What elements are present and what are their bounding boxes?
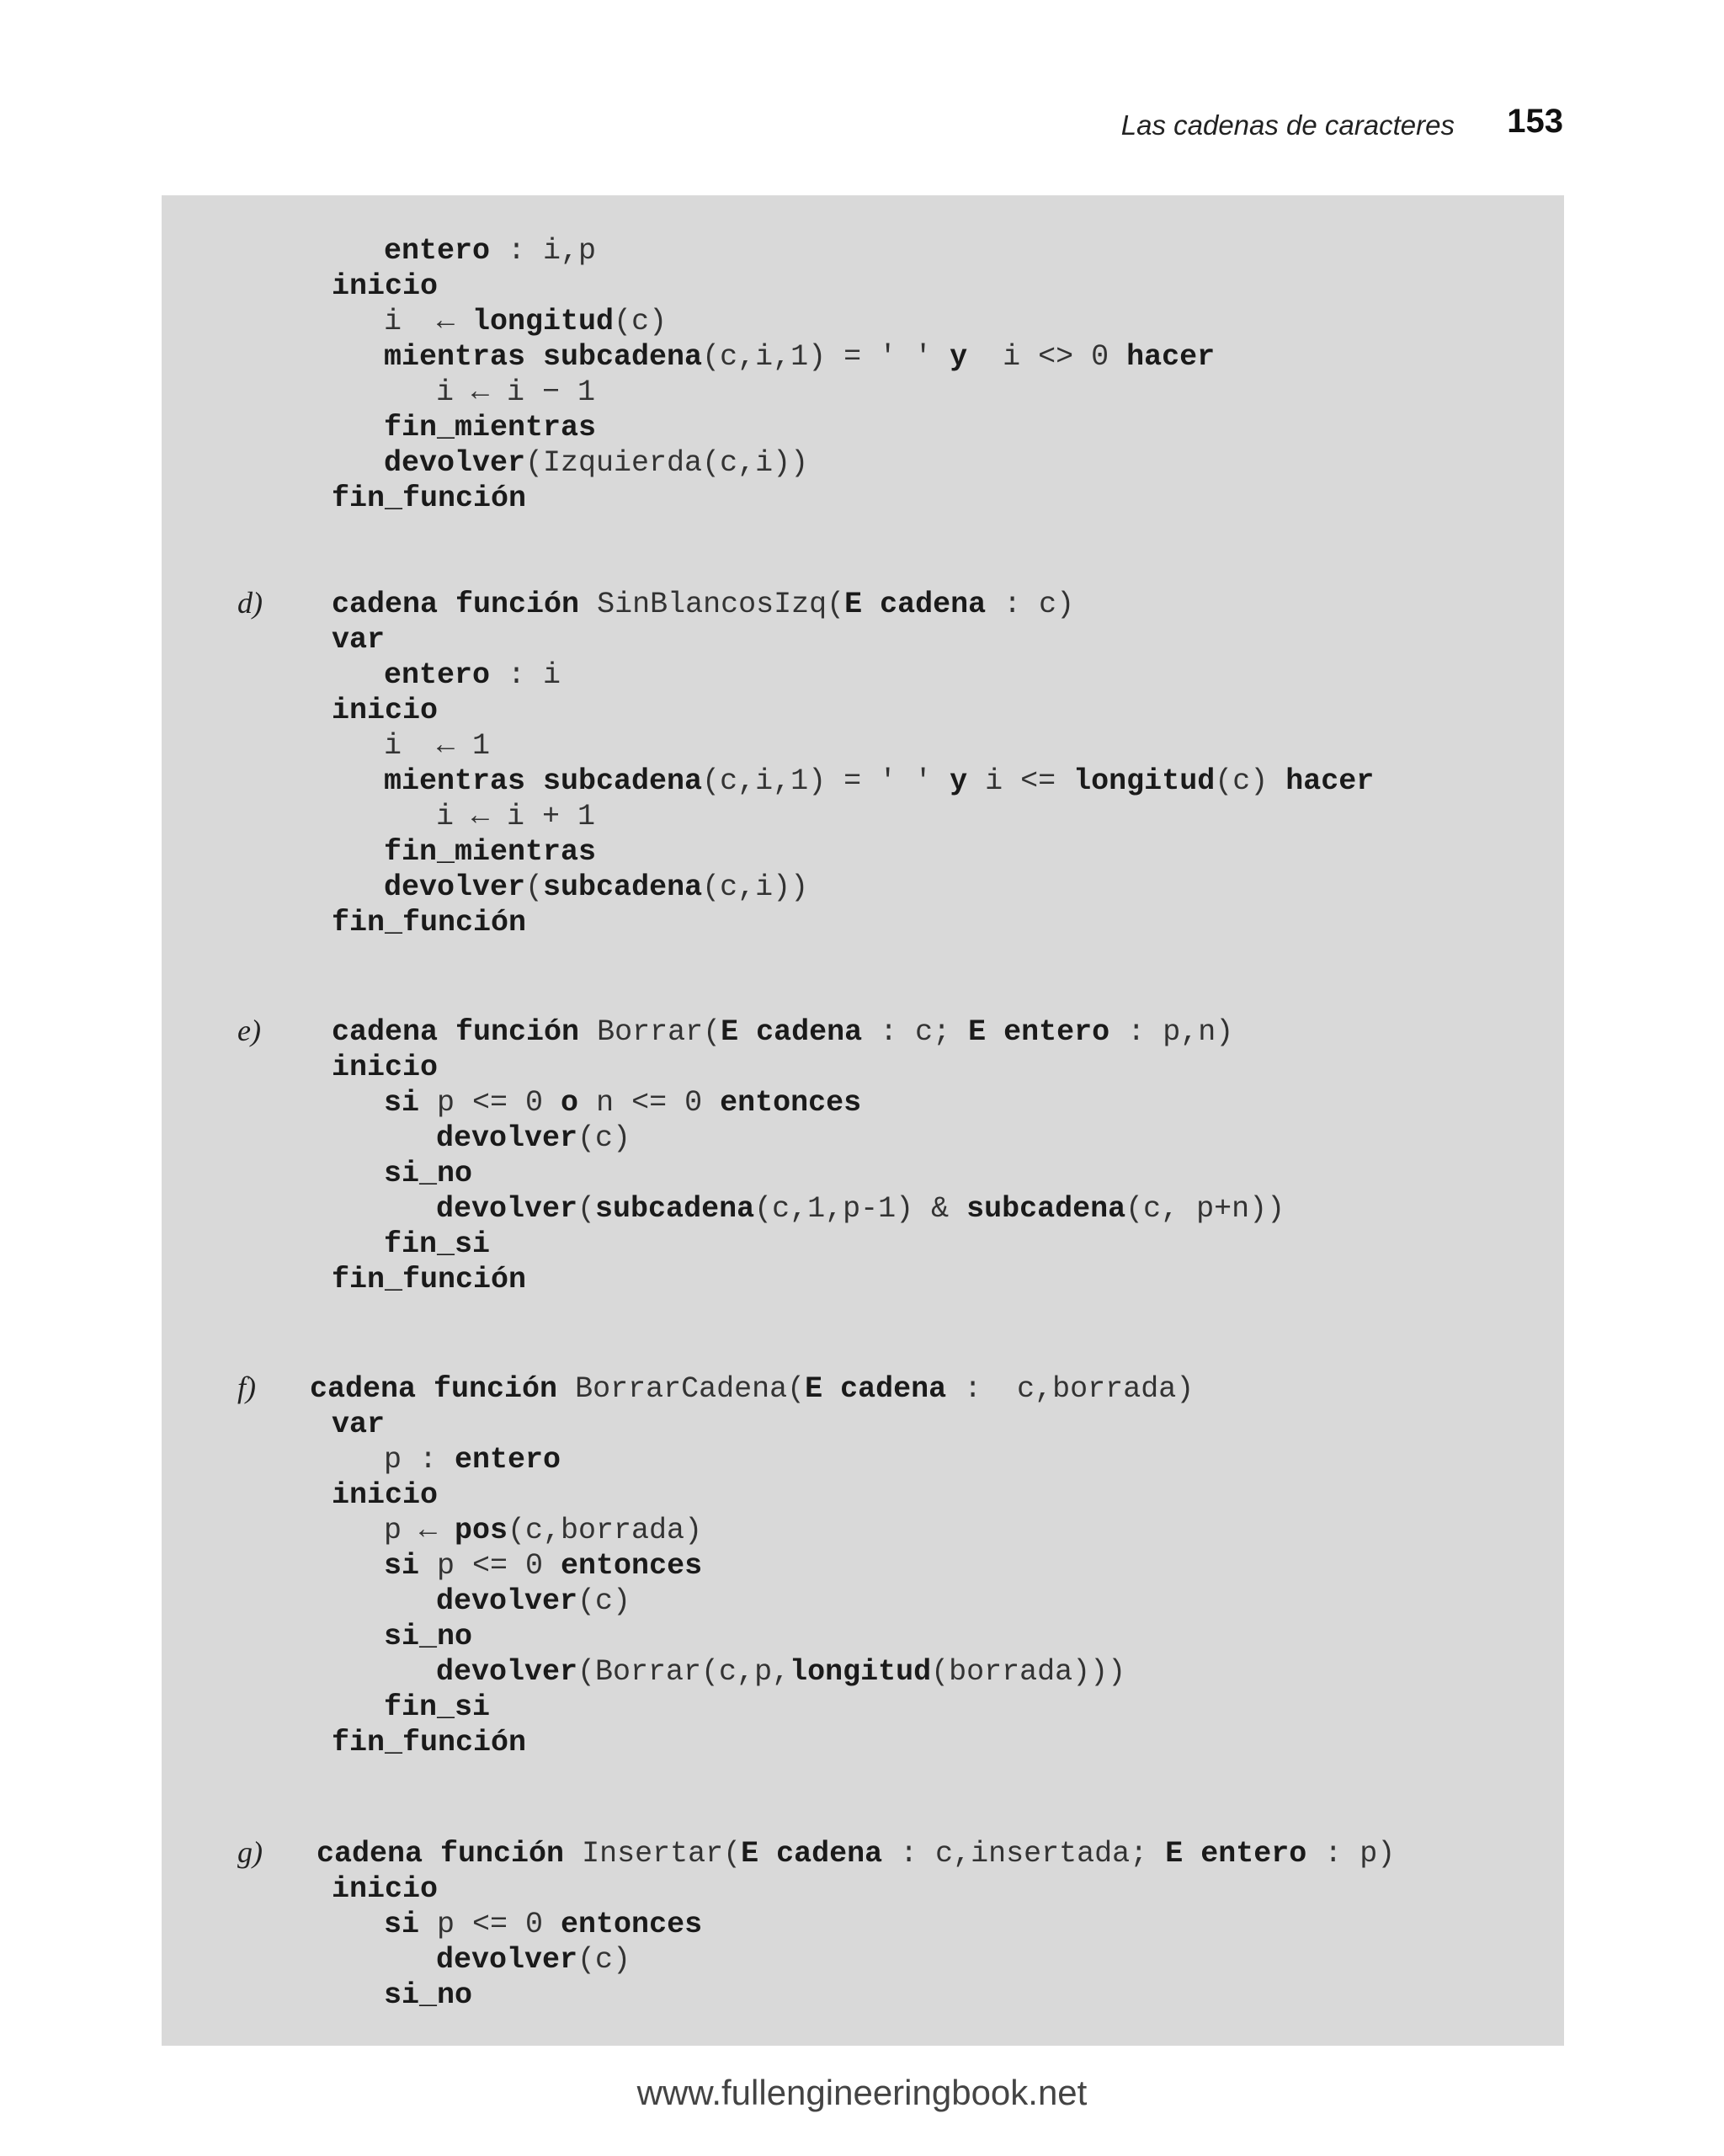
code-keyword: mientras subcadena: [384, 764, 703, 798]
code-keyword: hacer: [1285, 764, 1375, 798]
code-line: [384, 1443, 561, 1477]
code-line: [384, 658, 561, 692]
code-line: [436, 1192, 1285, 1226]
code-text: p <= 0: [419, 1549, 561, 1583]
code-line: [384, 446, 808, 480]
code-keyword: fin_si: [384, 1227, 491, 1261]
code-keyword: E cadena: [844, 588, 987, 621]
code-keyword: cadena función: [310, 1372, 558, 1406]
code-line: [384, 411, 596, 445]
code-text: (c): [1215, 764, 1286, 798]
code-line: [384, 1157, 472, 1190]
code-text: : c,borrada): [946, 1372, 1195, 1406]
code-keyword: E cadena: [741, 1837, 883, 1871]
code-line: [332, 1872, 438, 1906]
code-text: (borrada))): [931, 1655, 1126, 1689]
code-keyword: devolver: [436, 1121, 578, 1155]
code-keyword: entonces: [720, 1086, 862, 1120]
code-keyword: entero: [384, 234, 491, 268]
code-keyword: devolver: [436, 1943, 578, 1977]
code-text: p <= 0: [419, 1908, 561, 1941]
code-keyword: devolver: [384, 446, 526, 480]
code-line: [436, 375, 595, 409]
code-keyword: longitud: [1073, 764, 1216, 798]
code-text: (c,i,1) = ' ': [702, 764, 950, 798]
code-text: SinBlancosIzq(: [579, 588, 845, 621]
code-line: [332, 1726, 526, 1759]
code-keyword: si_no: [384, 1157, 473, 1190]
code-text: : p): [1306, 1837, 1396, 1871]
code-keyword: devolver: [436, 1584, 578, 1618]
code-keyword: entonces: [561, 1549, 703, 1583]
code-listing: [162, 195, 1564, 2046]
code-keyword: y: [950, 340, 968, 374]
code-keyword: cadena función: [317, 1837, 565, 1871]
code-line: [384, 234, 596, 268]
code-keyword: cadena función: [332, 1015, 580, 1049]
code-line: [332, 623, 385, 657]
code-text: i <> 0: [967, 340, 1127, 374]
code-text: (: [525, 870, 544, 904]
code-keyword: y: [950, 764, 968, 798]
code-text: : p,n): [1109, 1015, 1234, 1049]
code-keyword: E cadena: [805, 1372, 947, 1406]
code-line: [384, 1978, 472, 2012]
code-keyword: o: [561, 1086, 579, 1120]
code-line: [384, 1086, 861, 1120]
code-line: [332, 694, 438, 727]
code-keyword: fin_mientras: [384, 411, 597, 445]
code-text: (: [577, 1192, 596, 1226]
code-line: [436, 1655, 1125, 1689]
code-line: [384, 1620, 472, 1653]
code-keyword: var: [332, 623, 386, 657]
code-text: n <= 0: [578, 1086, 721, 1120]
code-text: (c): [577, 1943, 631, 1977]
code-keyword: longitud: [472, 305, 615, 338]
code-keyword: fin_mientras: [384, 835, 597, 869]
code-text: : c;: [862, 1015, 969, 1049]
code-keyword: fin_función: [332, 1263, 527, 1296]
code-text: (c): [614, 305, 668, 338]
code-text: i ← 1: [384, 729, 491, 763]
item-label-g: g): [237, 1835, 263, 1869]
code-text: (Borrar(c,p,: [577, 1655, 790, 1689]
code-keyword: E cadena: [721, 1015, 863, 1049]
code-keyword: cadena función: [332, 588, 580, 621]
code-keyword: inicio: [332, 269, 439, 303]
code-keyword: inicio: [332, 1478, 439, 1512]
code-text: (Izquierda(c,i)): [525, 446, 809, 480]
code-text: p <= 0: [419, 1086, 561, 1120]
code-line: [332, 1408, 385, 1441]
code-text: Borrar(: [579, 1015, 721, 1049]
code-text: p ←: [384, 1514, 455, 1547]
code-keyword: devolver: [436, 1655, 578, 1689]
code-line: [384, 305, 667, 338]
code-keyword: si_no: [384, 1620, 473, 1653]
code-keyword: fin_función: [332, 482, 527, 515]
code-line: [384, 1227, 490, 1261]
code-line: [384, 870, 808, 904]
code-keyword: entonces: [561, 1908, 703, 1941]
code-text: (c,borrada): [508, 1514, 703, 1547]
code-text: Insertar(: [564, 1837, 742, 1871]
code-line: [436, 1584, 631, 1618]
code-keyword: hacer: [1126, 340, 1216, 374]
code-keyword: inicio: [332, 1051, 439, 1084]
code-keyword: devolver: [436, 1192, 578, 1226]
page-number: 153: [1507, 103, 1563, 140]
code-text: i ← i + 1: [436, 800, 596, 833]
code-line: [384, 340, 1215, 374]
code-line: [310, 1372, 1194, 1406]
code-line: [436, 1943, 631, 1977]
code-text: (c,i,1) = ' ': [702, 340, 950, 374]
code-line: [384, 835, 596, 869]
code-keyword: E entero: [1165, 1837, 1307, 1871]
code-line: [384, 1690, 490, 1724]
code-line: [332, 269, 438, 303]
code-line: [384, 764, 1374, 798]
code-keyword: si: [384, 1908, 420, 1941]
code-keyword: fin_si: [384, 1690, 491, 1724]
code-keyword: mientras subcadena: [384, 340, 703, 374]
code-text: (c,i)): [702, 870, 809, 904]
code-keyword: subcadena: [543, 870, 703, 904]
running-title: Las cadenas de caracteres: [1120, 109, 1455, 141]
code-keyword: si: [384, 1549, 420, 1583]
code-keyword: devolver: [384, 870, 526, 904]
code-line: [384, 1549, 702, 1583]
code-keyword: E entero: [968, 1015, 1110, 1049]
code-line: [317, 1837, 1395, 1871]
code-text: : i: [490, 658, 561, 692]
code-text: BorrarCadena(: [557, 1372, 806, 1406]
code-line: [332, 588, 1074, 621]
code-keyword: inicio: [332, 1872, 439, 1906]
code-keyword: var: [332, 1408, 386, 1441]
footer-url: www.fullengineeringbook.net: [636, 2073, 1088, 2112]
code-text: (c, p+n)): [1125, 1192, 1285, 1226]
code-keyword: si_no: [384, 1978, 473, 2012]
code-line: [436, 800, 595, 833]
code-line: [384, 1514, 702, 1547]
code-line: [384, 729, 490, 763]
item-label-e: e): [237, 1014, 261, 1047]
code-text: : c,insertada;: [882, 1837, 1166, 1871]
code-keyword: subcadena: [966, 1192, 1126, 1226]
code-text: : c): [986, 588, 1075, 621]
code-keyword: fin_función: [332, 1726, 527, 1759]
item-label-d: d): [237, 586, 263, 620]
code-line: [332, 482, 526, 515]
code-keyword: inicio: [332, 694, 439, 727]
code-line: [332, 1263, 526, 1296]
code-keyword: subcadena: [595, 1192, 755, 1226]
code-text: (c): [577, 1584, 631, 1618]
code-line: [332, 1051, 438, 1084]
code-keyword: entero: [384, 658, 491, 692]
code-keyword: longitud: [790, 1655, 932, 1689]
code-text: : i,p: [490, 234, 597, 268]
code-text: i ← i − 1: [436, 375, 596, 409]
code-keyword: pos: [455, 1514, 508, 1547]
code-keyword: si: [384, 1086, 420, 1120]
code-line: [332, 1478, 438, 1512]
code-line: [332, 1015, 1233, 1049]
code-text: (c): [577, 1121, 631, 1155]
code-keyword: fin_función: [332, 906, 527, 940]
code-line: [332, 906, 526, 940]
code-text: (c,1,p-1) &: [754, 1192, 967, 1226]
code-line: [436, 1121, 631, 1155]
item-label-f: f): [237, 1371, 256, 1404]
code-text: i <=: [967, 764, 1074, 798]
code-text: p :: [384, 1443, 455, 1477]
code-text: i ←: [384, 305, 473, 338]
code-line: [384, 1908, 702, 1941]
code-keyword: entero: [455, 1443, 561, 1477]
